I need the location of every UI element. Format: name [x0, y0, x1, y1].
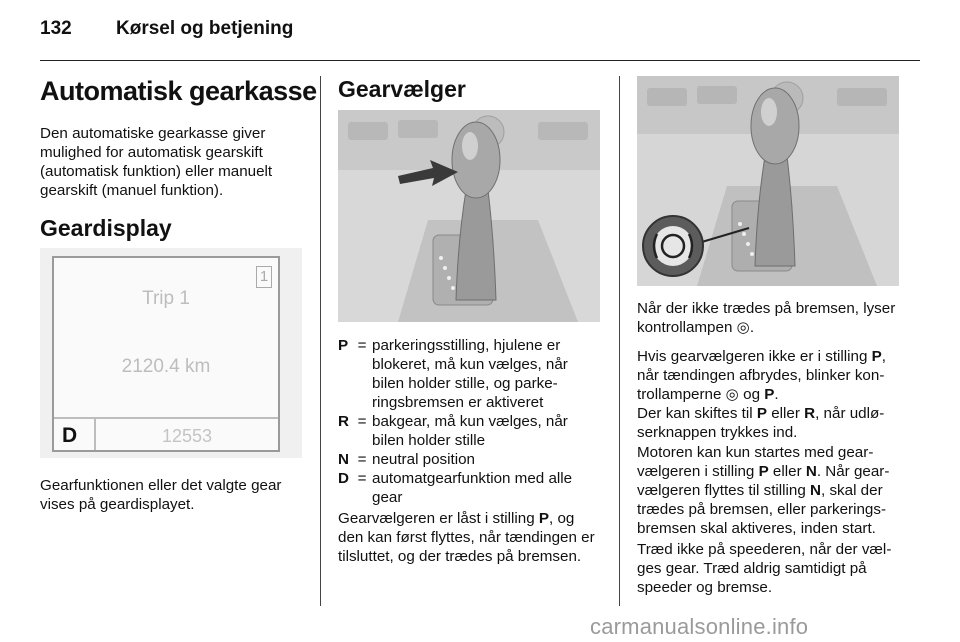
right-paragraph-3: Der kan skiftes til P eller R, når udløserknappen trykkes ind.: [637, 405, 885, 441]
odometer: 12553: [161, 426, 213, 446]
intro-paragraph: Den automatiske gearkasse giver mulighed for automatisk gearskift (automatisk funktion) eller manuelt gearskift (manuel funktion).: [40, 125, 273, 199]
right-paragraph-1: Når der ikke trædes på bremsen, lyser kontrollampen ◎.: [637, 300, 896, 336]
geardisplay-heading: Geardisplay: [40, 215, 172, 241]
page-number: 132: [40, 18, 72, 39]
trip-distance: 2120.4 km: [121, 356, 211, 377]
brake-lamp-icon: ◎: [736, 319, 750, 336]
brake-lamp-photo: [637, 76, 899, 286]
gear-row-n: N = neutral position: [338, 451, 476, 468]
brake-lamp-icon: ◎: [725, 386, 739, 403]
header-rule: [40, 60, 920, 61]
gear-row-d: D = automatgearfunktion med alle gear: [338, 470, 573, 506]
lock-paragraph: Gearvælgeren er låst i stilling P, og den kan først flyttes, når tændingen er tilsluttet, og der trædes på bremsen.: [338, 510, 595, 565]
right-paragraph-5: Træd ikke på speederen, når der vælges gear. Træd aldrig samtidigt på speeder og bremse.: [637, 541, 892, 596]
gear-row-r: R = bakgear, må kun vælges, når bilen holder stille: [338, 413, 568, 449]
display-indicator-icon: 1: [256, 266, 272, 288]
trip-label: Trip 1: [142, 288, 190, 309]
gear-position-list: [338, 336, 600, 507]
gearselector-heading: Gearvælger: [338, 76, 466, 102]
watermark: carmanualsonline.info: [590, 614, 809, 639]
chapter-title: Kørsel og betjening: [116, 18, 294, 39]
geardisplay-caption: Gearfunktionen eller det valgte gear vises på geardisplayet.: [40, 477, 282, 513]
gear-indicator: D: [62, 424, 78, 447]
column-divider-2: [619, 76, 620, 606]
gear-display: [52, 256, 280, 452]
right-paragraph-4: Motoren kan kun startes med gearvælgeren i stilling P eller N. Når gearvælgeren flyttes til stilling N, skal der trædes på bremsen, eller parkeringsbremsen skal aktiveres, inden start.: [637, 444, 890, 537]
gear-lever-photo: [338, 110, 600, 322]
section-title: Automatisk gearkasse: [40, 76, 317, 106]
right-paragraph-2: Hvis gearvælgeren ikke er i stilling P, når tændingen afbrydes, blinker kontrollamperne ◎ og P.: [637, 348, 887, 403]
gear-row-p: P = parkeringsstilling, hjulene er blokeret, må kun vælges, når bilen holder stille, og parkeringsbremsen er aktiveret: [338, 337, 568, 411]
column-divider-1: [320, 76, 321, 606]
